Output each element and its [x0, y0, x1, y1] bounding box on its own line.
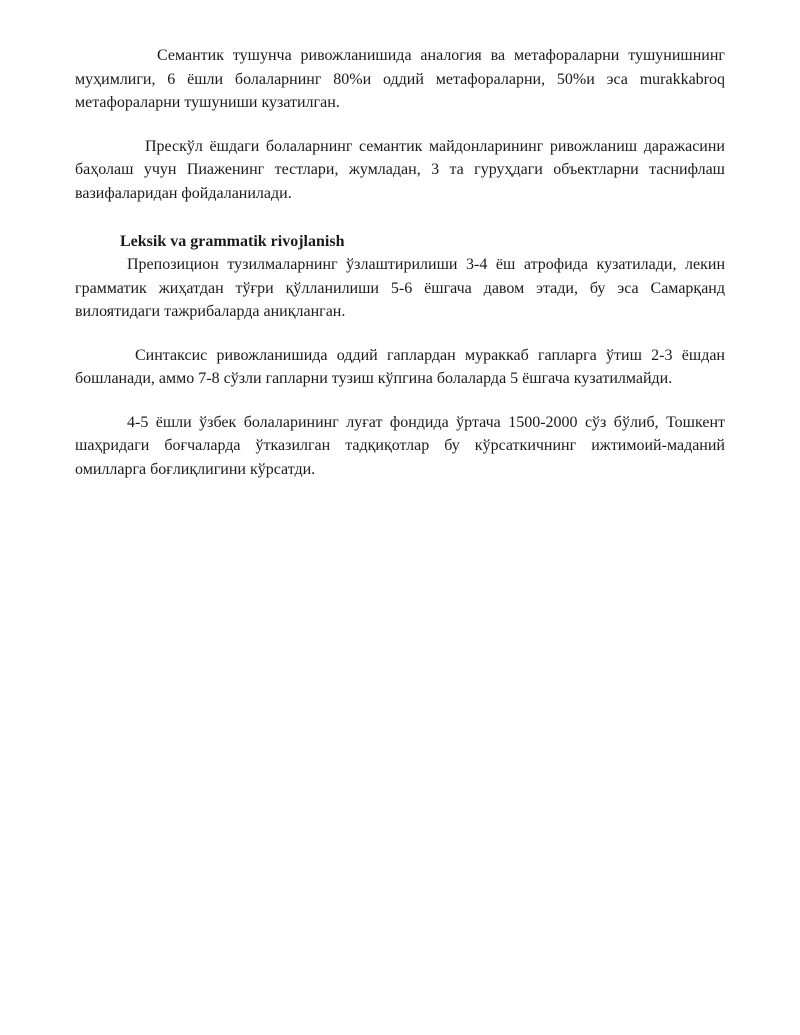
paragraph-semantic-metaphors: Семантик тушунча ривожланишида аналогия ва метафораларни тушунишнинг муҳимлиги, 6 ёшли болаларнинг 80%и оддий метафораларни, 50%и эса murakkabroq метафораларни тушуниши кузатилган. [75, 47, 725, 111]
document-page [75, 44, 725, 481]
paragraph-syntax-development: Синтаксис ривожланишида оддий гаплардан мураккаб гапларга ўтиш 2-3 ёшдан бошланади, аммо 7-8 сўзли гапларни тузиш кўпгина болаларда 5 ёшгача кузатилмайди. [75, 346, 725, 387]
paragraph-vocabulary-size: 4-5 ёшли ўзбек болаларининг луғат фондида ўртача 1500-2000 сўз бўлиб, Тошкент шаҳридаги боғчаларда ўтказилган тадқиқотлар бу кўрсаткичнинг ижтимоий-маданий омилларга боғлиқлигини кўрсатди. [75, 413, 725, 478]
section-heading: Leksik va grammatik rivojlanish [120, 233, 345, 250]
paragraph-piaget-tests: Прескўл ёшдаги болаларнинг семантик майдонларининг ривожланиш даражасини баҳолаш учун Пиаженинг тестлари, жумладан, 3 та гуруҳдаги объектларни таснифлаш вазифаларидан фойдаланилади. [75, 137, 725, 202]
paragraph-prepositional-structures: Препозицион тузилмаларнинг ўзлаштирилиши 3-4 ёш атрофида кузатилади, лекин грамматик жиҳатдан тўғри қўлланилиши 5-6 ёшгача давом этади, бу эса Самарқанд вилоятидаги тажрибаларда аниқланган. [75, 256, 725, 320]
